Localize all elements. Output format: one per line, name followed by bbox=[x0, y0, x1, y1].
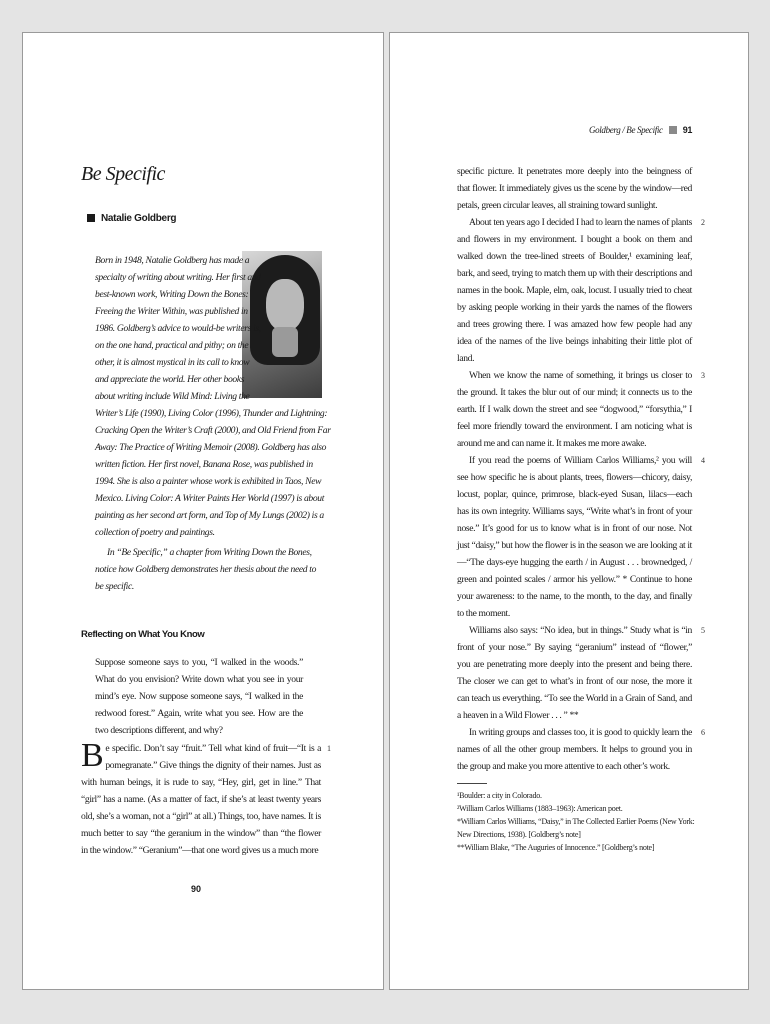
footnote: ¹Boulder: a city in Colorado. bbox=[457, 791, 542, 800]
body-paragraph bbox=[457, 214, 705, 367]
body-paragraph bbox=[457, 163, 692, 214]
body-text: e specific. Don’t say “fruit.” Tell what kind of fruit—“It is a pomegranate.” Give things the dignity of their names. Just as with human beings, it is rude to say, “Hey, girl, get in line.” That “girl” has a name. (As a matter of fact, if she’s at least twenty years old, she’s a woman, not a “girl” at all.) Things, too, have names. It is much better to say “the geranium in the window” than “the flower in the window.” “Geranium”—that one word gives us a much more bbox=[81, 743, 321, 856]
bio-line: on the one hand, practical and pithy; on the bbox=[95, 340, 249, 351]
bio-line: best-known work, Writing Down the Bones: bbox=[95, 289, 249, 300]
bio-line: 1986. Goldberg’s advice to would-be writers is, bbox=[95, 323, 261, 334]
left-page bbox=[22, 32, 384, 990]
paragraph-text: About ten years ago I decided I had to learn the names of plants and flowers in my environment. I bought a book on them and walked down the tree-lined streets of Boulder,¹ examining leaf, bark, and seed, trying to match them up with their descriptions and names in the book. Maple, elm, oak, locust. I usually tried to cheat by asking people working in their yards the names of the flowers and trees growing there. I was amazed how few people had any idea of the names of the live beings inhabiting their little plot of land. bbox=[457, 217, 692, 364]
intro-line: In “Be Specific,” a chapter from Writing Down the Bones, bbox=[107, 547, 312, 558]
bio-line: Cracking Open the Writer’s Craft (2000), and Old Friend from Far bbox=[95, 425, 331, 436]
reflect-heading: Reflecting on What You Know bbox=[81, 629, 205, 640]
square-bullet-icon bbox=[87, 214, 95, 222]
bio-line: written fiction. Her first novel, Banana Rose, was published in bbox=[95, 459, 313, 470]
author-name: Natalie Goldberg bbox=[101, 213, 177, 224]
bio-line: Freeing the Writer Within, was published in bbox=[95, 306, 248, 317]
paragraph-number: 4 bbox=[701, 456, 705, 465]
chapter-intro bbox=[95, 544, 321, 595]
paragraph-text: If you read the poems of William Carlos Williams,² you will see how specific he is about plants, trees, flowers—chicory, daisy, locust, poplar, quince, primrose, black-eyed Susan, lilacs—each has its own integrity. Williams says, “Write what’s in front of your nose.” It’s good for us to know what is in front of our nose. Not just “daisy,” but how the flower is in the season we are looking at it—“The days-eye hugging the earth / in August . . . brownedged, / green and pointed scales / armor his yellow.” * Continue to hone your awareness: to the name, to the month, to the day, and finally to the moment. bbox=[457, 455, 692, 619]
bio-line: Born in 1948, Natalie Goldberg has made a bbox=[95, 255, 250, 266]
author-byline bbox=[87, 213, 176, 224]
footnote: **William Blake, “The Auguries of Innocence.” [Goldberg’s note] bbox=[457, 843, 655, 852]
body-paragraph bbox=[457, 622, 705, 724]
drop-cap: B bbox=[81, 737, 104, 774]
body-paragraph bbox=[457, 367, 705, 452]
running-head-text: Goldberg / Be Specific bbox=[588, 125, 663, 135]
paragraph-number: 6 bbox=[701, 728, 705, 737]
body-paragraph bbox=[457, 724, 705, 775]
paragraph-text: Williams also says: “No idea, but in things.” Study what is “in front of your nose.” By saying “geranium” instead of “flower,” you are penetrating more deeply into the present and being there. The closer we can get to what’s in front of our nose, the more it can teach us everything. “To see the World in a Grain of Sand, and a heaven in a Wild Flower . . . ” ** bbox=[457, 625, 692, 721]
paragraph-text: specific picture. It penetrates more deeply into the beingness of that flower. It immediately gives us the scene by the window—red petals, green circular leaves, all straining toward sunlight. bbox=[457, 166, 692, 211]
bio-line: other, it is almost mystical in its call to know bbox=[95, 357, 250, 368]
intro-line: be specific. bbox=[95, 581, 134, 592]
paragraph-number: 3 bbox=[701, 371, 705, 380]
bio-line: painting as her second art form, and Top of My Lungs (2002) is a bbox=[95, 510, 324, 521]
footnote-rule bbox=[457, 783, 487, 784]
bio-line: specialty of writing about writing. Her first and bbox=[95, 272, 261, 283]
body-paragraph bbox=[457, 452, 705, 622]
right-page bbox=[389, 32, 749, 990]
paragraph-number: 2 bbox=[701, 218, 705, 227]
bio-line: 1994. She is also a painter whose work is exhibited in Taos, New bbox=[95, 476, 322, 487]
intro-line: notice how Goldberg demonstrates her thesis about the need to bbox=[95, 564, 317, 575]
running-head bbox=[589, 122, 692, 139]
paragraph-number: 1 bbox=[327, 744, 331, 753]
page-number: 91 bbox=[682, 125, 692, 135]
bio-line: Mexico. Living Color: A Writer Paints Her World (1997) is about bbox=[95, 493, 325, 504]
bio-line: about writing include Wild Mind: Living the bbox=[95, 391, 250, 402]
footnotes bbox=[457, 789, 695, 854]
bio-line: and appreciate the world. Her other books bbox=[95, 374, 245, 385]
body-text-column bbox=[457, 163, 705, 775]
body-paragraph-1 bbox=[81, 737, 321, 859]
paragraph-text: When we know the name of something, it brings us closer to the ground. It takes the blur out of our mind; it connects us to the earth. If I walk down the street and see “dogwood,” “forsythia,” I feel more friendly toward the environment. I am noticing what is around me and can name it. It makes me more awake. bbox=[457, 370, 692, 449]
footnote: ²William Carlos Williams (1883–1963): American poet. bbox=[457, 804, 623, 813]
bio-line: Writer’s Life (1990), Living Color (1996), Thunder and Lightning: bbox=[95, 408, 328, 419]
bio-line: Away: The Practice of Writing Memoir (2008). Goldberg has also bbox=[95, 442, 327, 453]
page-number: 90 bbox=[191, 884, 202, 894]
author-bio bbox=[95, 252, 331, 541]
paragraph-text: In writing groups and classes too, it is good to quickly learn the names of all the other group members. It helps to ground you in the group and make you more attentive to each other’s work. bbox=[457, 727, 692, 772]
paragraph-number: 5 bbox=[701, 626, 705, 635]
gray-square-icon bbox=[669, 126, 677, 134]
chapter-title: Be Specific bbox=[81, 163, 165, 185]
reflect-text: Suppose someone says to you, “I walked in the woods.” What do you envision? Write down what you see in your mind’s eye. Now suppose someone says, “I walked in the redwood forest.” Again, write what you see. How are the two descriptions different, and why? bbox=[95, 657, 303, 736]
footnote: *William Carlos Williams, “Daisy,” in The Collected Earlier Poems (New York: New Directions, 1938). [Goldberg’s note] bbox=[457, 817, 695, 839]
bio-line: collection of poetry and paintings. bbox=[95, 527, 215, 538]
